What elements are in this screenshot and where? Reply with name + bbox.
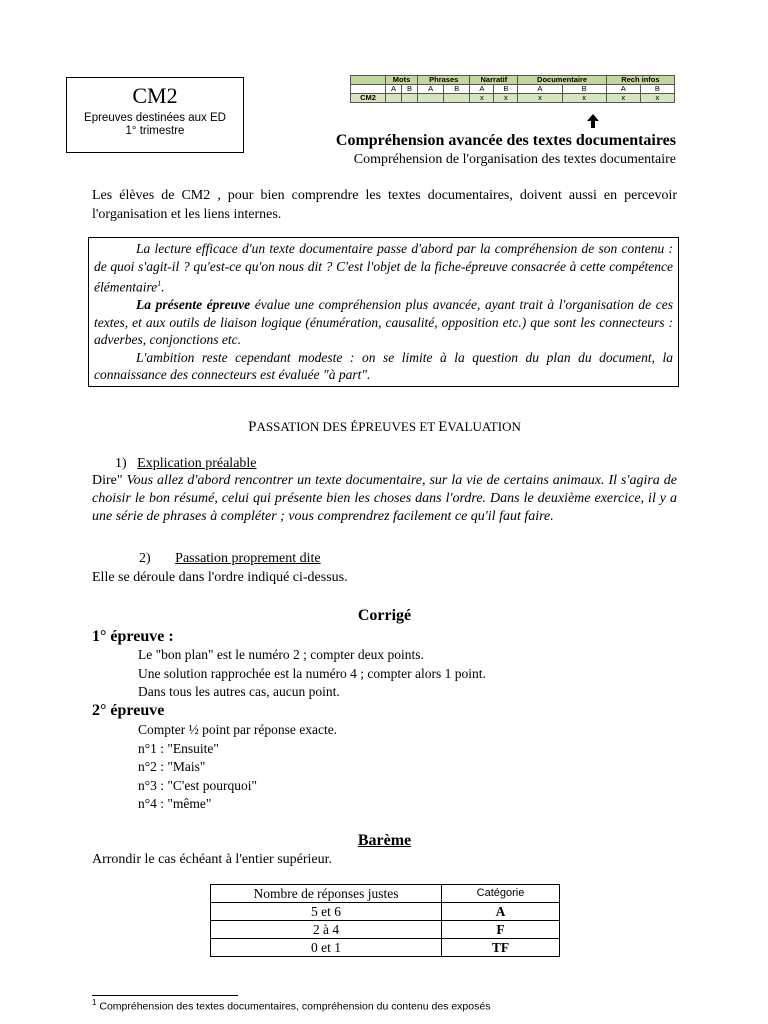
score-col-responses: Nombre de réponses justes (211, 885, 442, 903)
skills-group-rech-infos: Rech infos (606, 76, 674, 85)
score-table (210, 884, 560, 957)
skills-mark-cell (444, 94, 470, 103)
epreuve2-lines (138, 721, 337, 814)
skills-cm2-row (351, 94, 675, 103)
skills-sub-cell: B (444, 85, 470, 94)
skills-sub-cell: A (418, 85, 444, 94)
epreuve2-line: n°2 : "Mais" (138, 759, 206, 774)
info-text-2: évalue une compréhension plus avancée, ayant trait à l'organisation de ces textes, et aux outils de liaison logique (énumération, causalité, opposition etc.) que sont les connecteurs : adverbes, conjonctions etc. (94, 297, 673, 347)
info-paragraph-3: L'ambition reste cependant modeste : on se limite à la question du plan du document, la connaissance des connecteurs est évaluée "à part". (94, 349, 673, 382)
skills-mark-cell: x (470, 94, 494, 103)
info-bold-lead: La présente épreuve (136, 297, 251, 312)
skills-sub-cell: B (402, 85, 418, 94)
skills-corner-cell (351, 76, 386, 85)
footnote-text: Compréhension des textes documentaires, compréhension du contenu des exposés (96, 1000, 491, 1013)
level-line2: 1° trimestre (125, 125, 185, 137)
score-row (211, 903, 560, 921)
skills-mark-cell (386, 94, 402, 103)
bareme-title: Barème (357, 832, 412, 849)
skills-sub-cell: B (640, 85, 674, 94)
level-line1: Epreuves destinées aux ED (84, 112, 226, 124)
skills-mark-cell (418, 94, 444, 103)
skills-table (350, 75, 675, 103)
skills-sub-cell: A (606, 85, 640, 94)
intro-paragraph: Les élèves de CM2 , pour bien comprendre les textes documentaires, doivent aussi en percevoir l'organisation et les liens internes. (92, 188, 677, 222)
epreuve1-title: 1° épreuve : (92, 628, 174, 645)
score-col-category: Catégorie (442, 885, 560, 903)
skills-sub-cell: A (518, 85, 562, 94)
skills-sub-cell: A (470, 85, 494, 94)
skills-group-phrases: Phrases (418, 76, 470, 85)
epreuve2-line: n°4 : "même" (138, 796, 212, 811)
epreuve1-lines (138, 646, 486, 702)
skills-mark-cell: x (640, 94, 674, 103)
score-range: 0 et 1 (211, 939, 442, 957)
part2-number: 2) (139, 551, 151, 566)
skills-header-row (351, 76, 675, 85)
epreuve2-line: Compter ½ point par réponse exacte. (138, 722, 338, 737)
info-text-1-end: . (161, 279, 165, 295)
part1-instructions: Vous allez d'abord rencontrer un texte documentaire, sur la vie de certains animaux. Il s'agira de choisir le bon résumé, celui qui présente bien les choses dans l'ordre. Dans le deuxième exercice, il y a une série de phrases à compléter ; vous comprendrez facilement ce qu'il faut faire. (92, 473, 677, 525)
skills-mark-cell (402, 94, 418, 103)
skills-mark-cell: x (494, 94, 518, 103)
score-category: F (442, 921, 560, 939)
score-row (211, 921, 560, 939)
bareme-note: Arrondir le cas échéant à l'entier supérieur. (92, 852, 333, 867)
level-box (66, 77, 244, 153)
score-category: A (442, 903, 560, 921)
skills-mark-cell: x (606, 94, 640, 103)
epreuve2-line: n°3 : "C'est pourquoi" (138, 777, 257, 793)
skills-group-narratif: Narratif (470, 76, 518, 85)
score-category: TF (442, 939, 560, 957)
skills-group-mots: Mots (386, 76, 418, 85)
skills-sub-row (351, 85, 675, 94)
footnote-ref: 1 (157, 279, 162, 288)
footnote (92, 998, 490, 1013)
section-heading-part2: VALUATION (447, 419, 521, 434)
info-paragraph-1 (94, 240, 673, 296)
skills-sub-cell: B (494, 85, 518, 94)
footnote-number: 1 (92, 998, 97, 1007)
skills-sub-cell: B (562, 85, 606, 94)
score-range: 2 à 4 (211, 921, 442, 939)
part1-number: 1) (115, 456, 127, 471)
level-title: CM2 (132, 83, 178, 108)
part1-heading (115, 456, 257, 472)
section-heading-part1: ASSATION DES ÉPREUVES ET (256, 419, 439, 434)
page-title: Compréhension avancée des textes documentaires (335, 132, 676, 149)
skills-row-label: CM2 (351, 94, 386, 103)
skills-group-documentaire: Documentaire (518, 76, 606, 85)
page-subtitle: Compréhension de l'organisation des textes documentaire (353, 152, 676, 167)
up-arrow-icon (586, 113, 600, 132)
part1-say: Dire" (92, 473, 123, 488)
skills-sub-cell: A (386, 85, 402, 94)
part1-paragraph (92, 472, 677, 527)
epreuve1-line: Dans tous les autres cas, aucun point. (138, 684, 340, 699)
part2-heading (139, 551, 321, 567)
footnote-separator (92, 995, 238, 996)
part2-paragraph: Elle se déroule dans l'ordre indiqué ci-dessus. (92, 570, 348, 585)
epreuve1-line: Le "bon plan" est le numéro 2 ; compter deux points. (138, 647, 424, 662)
info-paragraph-2 (94, 296, 673, 349)
score-range: 5 et 6 (211, 903, 442, 921)
part2-heading-text: Passation proprement dite (175, 551, 321, 566)
section-heading (92, 419, 677, 436)
score-header-row (211, 885, 560, 903)
skills-mark-cell: x (562, 94, 606, 103)
section-heading-cap1: P (248, 419, 257, 435)
epreuve1-line: Une solution rapprochée est la numéro 4 ; compter alors 1 point. (138, 665, 486, 681)
skills-mark-cell: x (518, 94, 562, 103)
score-row (211, 939, 560, 957)
section-heading-cap2: E (438, 419, 448, 435)
epreuve2-line: n°1 : "Ensuite" (138, 740, 219, 756)
info-text-1: La lecture efficace d'un texte documentaire passe d'abord par la compréhension de son contenu : de quoi s'agit-il ? qu'est-ce qu'on nous dit ? C'est l'objet de la fiche-épreuve consacrée à cette compétence élémentaire (94, 241, 673, 295)
epreuve2-title: 2° épreuve (92, 702, 165, 719)
corrige-title: Corrigé (357, 607, 412, 624)
info-box (88, 237, 679, 387)
part1-heading-text: Explication préalable (137, 456, 257, 471)
